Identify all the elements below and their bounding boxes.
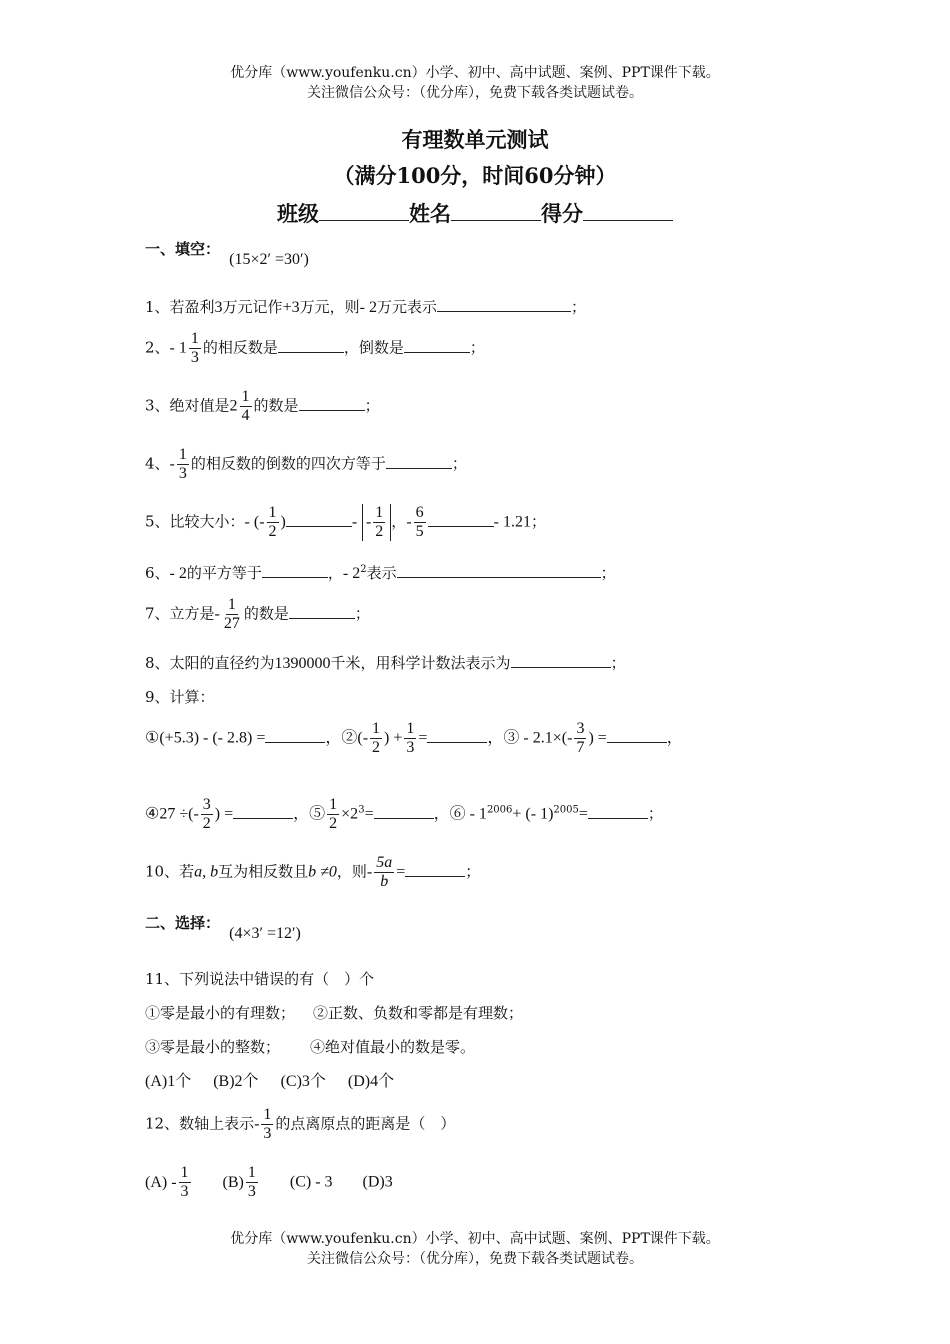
question-12-options [145, 1164, 393, 1201]
answer-blank[interactable] [397, 563, 601, 578]
question-4: 4、- $\frac{1}{3}$ 的相反数的倒数的四次方等于 ； [145, 446, 467, 482]
question-11-statements-2: ③零是最小的整数； ④绝对值最小的数是零。 [145, 1038, 476, 1056]
class-blank[interactable] [319, 206, 409, 221]
question-12-stem: 12、数轴上表示- $\frac{1}{3}$ 的点离原点的距离是（ ） [145, 1106, 456, 1142]
answer-blank[interactable] [386, 454, 452, 469]
option-b[interactable]: (B) $\frac{1}{3}$ [222, 1164, 256, 1200]
answer-blank[interactable] [588, 804, 648, 819]
section-2-label: 二、选择： [145, 914, 221, 932]
page-title: 有理数单元测试 [401, 127, 549, 152]
question-11-statements-1: ①零是最小的有理数； ②正数、负数和零都是有理数； [145, 1004, 524, 1022]
answer-blank[interactable] [428, 512, 494, 527]
question-8: 8、太阳的直径约为1390000千米，用科学计数法表示为 ； [145, 654, 626, 672]
answer-blank[interactable] [286, 512, 352, 527]
score-label: 得分 [541, 201, 583, 226]
absolute-value: - $\frac{1}{2}$ [362, 504, 391, 541]
answer-blank[interactable] [262, 563, 328, 578]
question-11-stem: 11、下列说法中错误的有（ ）个 [145, 970, 375, 988]
question-9-row-2: ④27 ÷(- $\frac{3}{2}$ ) = ，⑤ $\frac{1}{2}$ $\times 2^3=$ ，⑥ - $1^{2006}+$ (- 1)$^{2005}$= ； [145, 796, 663, 832]
fraction: $\frac{1}{3}$ [178, 446, 187, 482]
question-5: 5、比较大小：- (- $\frac{1}{2}$ ) - - $\frac{1}{2}$ ，- $\frac{6}{5}$ - 1.21； [145, 504, 546, 540]
question-3: 3、绝对值是2 $\frac{1}{4}$ 的数是 ； [145, 388, 380, 424]
question-9-row-1: ①(+5.3) - (- 2.8) = ，②(- $\frac{1}{2}$ ) + $\frac{1}{3}$ = ，③ - 2.1×(- $\frac{3}{7}$ ) = ， [145, 720, 683, 756]
answer-blank[interactable] [511, 653, 611, 668]
answer-blank[interactable] [265, 728, 325, 743]
footer-line-1: 优分库（www.youfenku.cn）小学、初中、高中试题、案例、PPT课件下载。 [230, 1231, 720, 1247]
question-9-label: 9、计算： [145, 688, 215, 706]
section-1-points: (15×2′ =30′) [229, 251, 309, 268]
header-line-1: 优分库（www.youfenku.cn）小学、初中、高中试题、案例、PPT课件下载。 [230, 65, 720, 81]
answer-blank[interactable] [289, 604, 355, 619]
class-label: 班级 [277, 201, 319, 226]
section-2-heading [145, 912, 301, 942]
option-c[interactable]: (C)3个 [280, 1073, 326, 1090]
student-info-line [0, 198, 950, 228]
option-d[interactable]: (D)4个 [347, 1073, 395, 1090]
fraction: $\frac{6}{5}$ [415, 504, 424, 540]
score-blank[interactable] [583, 206, 673, 221]
header-line-2: 关注微信公众号：（优分库），免费下载各类试题试卷。 [307, 85, 643, 101]
answer-blank[interactable] [607, 728, 667, 743]
answer-blank[interactable] [278, 338, 344, 353]
name-label: 姓名 [409, 201, 451, 226]
option-d[interactable]: (D)3 [362, 1173, 393, 1191]
answer-blank[interactable] [405, 862, 465, 877]
section-2-points: (4×3′ =12′) [229, 925, 301, 942]
answer-blank[interactable] [299, 396, 365, 411]
footer-line-2: 关注微信公众号：（优分库），免费下载各类试题试卷。 [307, 1251, 643, 1267]
answer-blank[interactable] [404, 338, 470, 353]
option-a[interactable]: (A)1个 [145, 1073, 192, 1090]
section-1-label: 一、填空： [145, 240, 221, 258]
question-11-options [145, 1068, 394, 1091]
option-c[interactable]: (C) - 3 [289, 1173, 333, 1191]
question-1: 1、若盈利3万元记作+3万元，则- 2万元表示 ； [145, 298, 586, 316]
page-subtitle: （满分100分，时间60分钟） [333, 163, 617, 188]
option-a[interactable]: (A) - $\frac{1}{3}$ [145, 1164, 189, 1200]
question-10: 10、若a, b互为相反数且b ≠0，则- $\frac{5a}{b}$ = ； [145, 854, 481, 890]
answer-blank[interactable] [233, 804, 293, 819]
question-2: 2、- 1 $\frac{1}{3}$ 的相反数是 ，倒数是 ； [145, 330, 485, 366]
answer-blank[interactable] [437, 297, 571, 312]
section-1-heading [145, 238, 309, 268]
fraction: $\frac{1}{2}$ [268, 504, 277, 540]
question-7: 7、立方是- $\frac{1}{27}$ 的数是 ； [145, 596, 370, 632]
fraction: $\frac{1}{4}$ [241, 388, 250, 424]
option-b[interactable]: (B)2个 [213, 1073, 259, 1090]
question-6: 6、- 2的平方等于 ，- $2^2$表示 ； [145, 564, 616, 582]
answer-blank[interactable] [427, 728, 487, 743]
fraction: $\frac{1}{3}$ [190, 330, 199, 366]
name-blank[interactable] [451, 206, 541, 221]
fraction: $\frac{1}{27}$ [223, 596, 240, 632]
answer-blank[interactable] [374, 804, 434, 819]
